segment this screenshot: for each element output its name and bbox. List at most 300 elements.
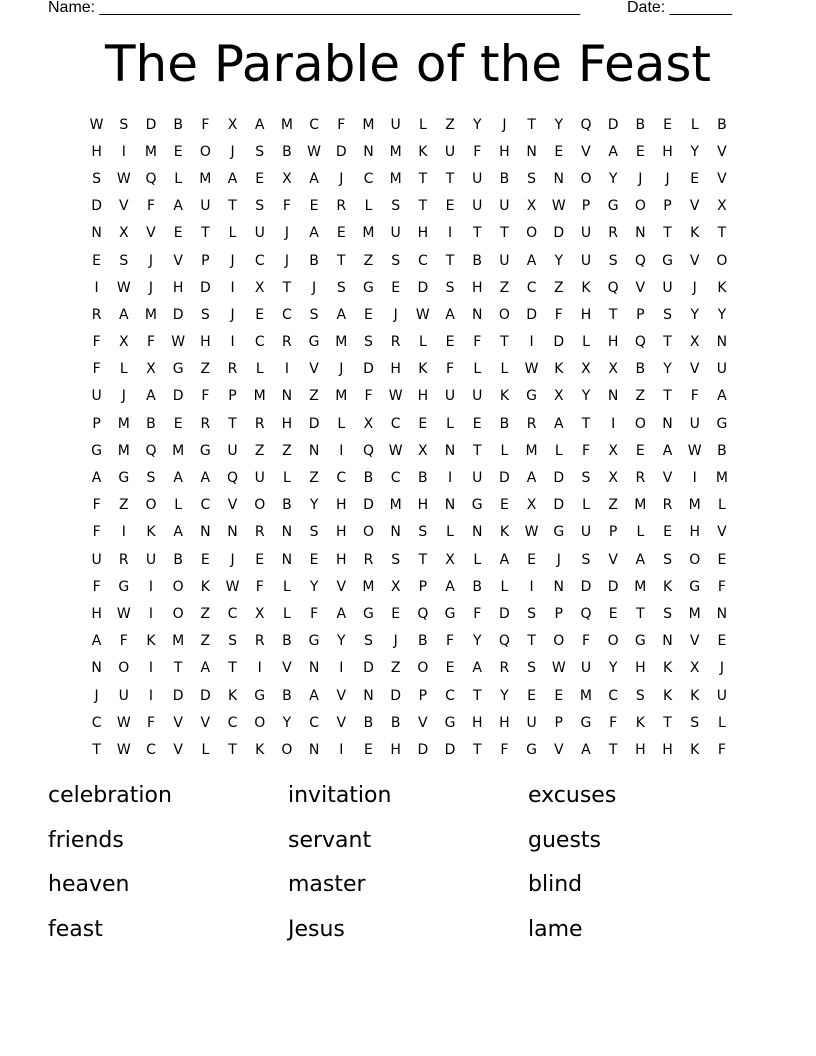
grid-letter: D (553, 334, 565, 351)
grid-letter: D (172, 388, 184, 405)
grid-letter: G (553, 524, 565, 541)
grid-letter: H (662, 741, 673, 758)
grid-letter: P (581, 198, 591, 215)
grid-letter: G (662, 252, 673, 269)
grid-letter: I (94, 279, 99, 296)
grid-letter: R (608, 225, 619, 242)
grid-letter: L (418, 334, 427, 351)
grid-letter: Z (118, 497, 129, 514)
grid-letter: E (445, 334, 455, 351)
grid-letter: Z (390, 660, 401, 677)
grid-letter: S (255, 198, 265, 215)
grid-letter: Q (580, 605, 592, 622)
grid-letter: I (148, 660, 154, 677)
grid-letter: T (500, 334, 509, 351)
grid-letter: M (144, 306, 158, 323)
grid-letter: A (173, 524, 183, 541)
grid-letter: B (717, 116, 727, 133)
grid-letter: D (335, 143, 347, 160)
grid-letter: D (499, 470, 510, 487)
grid-letter: T (608, 741, 618, 758)
grid-letter: A (227, 170, 238, 187)
grid-letter: T (445, 170, 455, 187)
grid-letter: Z (200, 605, 211, 622)
grid-letter: K (690, 225, 700, 242)
grid-letter: H (417, 388, 429, 405)
grid-letter: B (472, 252, 483, 269)
word-list-item: guests (528, 827, 601, 853)
grid-letter: B (717, 442, 727, 459)
grid-letter: G (634, 633, 646, 650)
grid-letter: L (174, 497, 183, 514)
grid-letter: D (553, 470, 565, 487)
grid-letter: T (201, 225, 210, 242)
grid-letter: C (526, 279, 537, 296)
grid-letter: U (472, 388, 483, 405)
grid-letter: T (636, 605, 645, 622)
grid-letter: F (473, 605, 482, 622)
grid-letter: X (689, 334, 700, 351)
grid-letter: G (172, 361, 184, 378)
grid-letter: R (635, 470, 646, 487)
grid-letter: P (418, 687, 428, 704)
grid-letter: F (473, 334, 482, 351)
grid-letter: K (581, 279, 591, 296)
grid-letter: V (662, 470, 673, 487)
grid-letter: I (148, 687, 154, 704)
page-title: The Parable of the Feast (104, 35, 712, 93)
grid-letter: Y (500, 687, 509, 704)
grid-letter: Z (200, 361, 211, 378)
grid-letter: M (389, 170, 402, 187)
grid-letter: X (418, 442, 428, 459)
grid-letter: B (173, 116, 183, 133)
grid-letter: U (390, 225, 401, 242)
grid-letter: U (472, 198, 483, 215)
grid-letter: H (172, 279, 184, 296)
grid-letter: K (690, 741, 700, 758)
grid-row (83, 519, 736, 546)
grid-letter: L (283, 605, 291, 622)
word-list-item: servant (288, 827, 372, 853)
grid-letter: K (499, 388, 509, 405)
grid-letter: H (635, 660, 646, 677)
grid-letter: C (91, 714, 102, 731)
grid-letter: Z (635, 388, 646, 405)
grid-letter: A (173, 198, 183, 215)
grid-letter: A (526, 470, 537, 487)
grid-letter: X (581, 361, 591, 378)
grid-letter: L (418, 116, 427, 133)
grid-letter: X (608, 361, 618, 378)
grid-letter: Y (663, 361, 672, 378)
grid-letter: E (92, 252, 102, 269)
grid-letter: W (307, 143, 322, 160)
grid-letter: U (716, 361, 728, 378)
grid-row (83, 383, 736, 410)
grid-letter: W (551, 660, 566, 677)
grid-letter: V (689, 198, 700, 215)
grid-letter: B (173, 551, 183, 568)
grid-letter: T (418, 170, 428, 187)
grid-letter: T (445, 252, 455, 269)
grid-letter: F (310, 605, 319, 622)
grid-letter: M (389, 497, 402, 514)
grid-letter: O (498, 306, 510, 323)
grid-letter: B (282, 143, 292, 160)
grid-letter: S (146, 470, 156, 487)
grid-letter: L (201, 741, 210, 758)
grid-letter: Z (445, 116, 455, 133)
grid-letter: W (524, 524, 539, 541)
grid-letter: J (230, 143, 235, 160)
grid-letter: E (173, 143, 183, 160)
grid-letter: B (282, 633, 292, 650)
grid-letter: X (282, 170, 292, 187)
grid-letter: O (553, 633, 565, 650)
grid-letter: N (607, 388, 619, 405)
grid-letter: I (121, 524, 126, 541)
grid-letter: X (227, 116, 238, 133)
grid-letter: A (173, 470, 183, 487)
grid-letter: V (717, 143, 727, 160)
grid-letter: K (255, 741, 265, 758)
grid-letter: B (635, 361, 646, 378)
grid-letter: F (146, 714, 155, 731)
grid-letter: V (608, 551, 618, 568)
grid-letter: L (228, 225, 237, 242)
grid-letter: D (172, 306, 184, 323)
grid-letter: M (688, 497, 701, 514)
grid-letter: O (281, 741, 293, 758)
grid-letter: N (390, 524, 401, 541)
grid-letter: S (418, 524, 428, 541)
grid-letter: H (336, 497, 347, 514)
grid-row (83, 356, 736, 383)
grid-letter: I (611, 415, 616, 432)
grid-letter: N (716, 334, 728, 351)
grid-letter: A (254, 116, 265, 133)
grid-letter: S (445, 279, 455, 296)
grid-letter: W (524, 361, 539, 378)
grid-letter: N (662, 633, 673, 650)
grid-letter: H (471, 279, 483, 296)
grid-letter: Y (581, 388, 591, 405)
grid-letter: A (309, 225, 319, 242)
grid-letter: U (499, 252, 510, 269)
grid-letter: A (635, 551, 646, 568)
grid-letter: J (393, 306, 398, 323)
grid-letter: I (230, 279, 235, 296)
grid-letter: N (281, 524, 293, 541)
grid-letter: P (663, 198, 672, 215)
grid-letter: L (174, 170, 183, 187)
grid-letter: T (92, 741, 101, 758)
grid-letter: O (172, 605, 184, 622)
grid-letter: S (364, 633, 373, 650)
grid-row (83, 736, 736, 763)
grid-letter: C (254, 252, 265, 269)
grid-letter: A (200, 470, 211, 487)
grid-letter: Q (607, 279, 619, 296)
grid-letter: G (444, 605, 456, 622)
grid-letter: F (717, 741, 726, 758)
grid-letter: A (717, 388, 727, 405)
grid-letter: T (581, 415, 591, 432)
grid-letter: D (363, 361, 374, 378)
grid-letter: X (254, 279, 265, 296)
grid-letter: F (581, 633, 590, 650)
grid-letter: K (662, 578, 673, 595)
grid-letter: L (283, 578, 291, 595)
grid-letter: B (635, 116, 646, 133)
grid-letter: T (472, 442, 482, 459)
grid-letter: E (717, 633, 727, 650)
grid-letter: B (418, 633, 428, 650)
grid-letter: J (284, 252, 289, 269)
grid-letter: C (336, 470, 347, 487)
grid-letter: U (472, 470, 483, 487)
grid-letter: Q (580, 116, 592, 133)
grid-letter: O (362, 524, 374, 541)
grid-letter: W (225, 578, 240, 595)
word-list-item: feast (48, 916, 103, 942)
grid-letter: D (363, 660, 374, 677)
grid-letter: J (94, 687, 99, 704)
word-list-item: lame (528, 916, 583, 942)
grid-row (83, 220, 736, 247)
grid-letter: F (473, 143, 482, 160)
grid-letter: J (230, 551, 235, 568)
grid-letter: S (228, 633, 237, 650)
grid-letter: R (118, 551, 129, 568)
grid-letter: L (718, 497, 726, 514)
grid-letter: T (663, 225, 672, 242)
grid-letter: B (418, 470, 428, 487)
grid-letter: E (200, 551, 210, 568)
grid-letter: E (554, 687, 564, 704)
grid-letter: K (146, 524, 156, 541)
grid-letter: B (363, 714, 374, 731)
grid-letter: X (390, 578, 401, 595)
grid-letter: O (118, 660, 130, 677)
grid-row (83, 247, 736, 274)
grid-letter: F (146, 198, 155, 215)
grid-letter: E (635, 442, 645, 459)
grid-letter: A (608, 143, 618, 160)
grid-letter: T (717, 225, 727, 242)
grid-letter: W (687, 442, 702, 459)
grid-letter: A (526, 252, 537, 269)
grid-letter: Y (717, 306, 727, 323)
grid-letter: E (472, 415, 482, 432)
grid-letter: F (337, 116, 346, 133)
grid-letter: M (117, 415, 130, 432)
grid-letter: D (199, 279, 211, 296)
grid-letter: N (553, 170, 565, 187)
grid-letter: F (92, 524, 101, 541)
grid-letter: L (337, 415, 346, 432)
grid-letter: P (554, 605, 563, 622)
grid-letter: X (608, 442, 618, 459)
grid-letter: W (89, 116, 104, 133)
grid-letter: P (608, 524, 618, 541)
grid-row (83, 709, 736, 736)
grid-letter: J (393, 633, 398, 650)
grid-letter: H (417, 497, 429, 514)
grid-letter: Q (417, 605, 429, 622)
grid-letter: Q (145, 170, 157, 187)
grid-letter: F (609, 714, 618, 731)
grid-letter: C (390, 415, 401, 432)
grid-letter: K (227, 687, 238, 704)
grid-letter: L (473, 551, 482, 568)
grid-letter: L (283, 470, 291, 487)
grid-letter: M (389, 143, 402, 160)
grid-letter: M (634, 578, 647, 595)
grid-letter: Q (362, 442, 374, 459)
grid-letter: U (227, 442, 238, 459)
grid-letter: G (526, 741, 538, 758)
grid-letter: X (526, 198, 537, 215)
grid-letter: E (608, 605, 618, 622)
grid-letter: C (390, 470, 401, 487)
grid-letter: U (91, 551, 102, 568)
grid-letter: N (471, 306, 483, 323)
grid-letter: E (173, 225, 183, 242)
word-search-grid (83, 111, 736, 762)
word-list-item: heaven (48, 872, 130, 897)
grid-letter: D (390, 687, 402, 704)
grid-letter: Z (499, 279, 510, 296)
grid-letter: B (282, 687, 292, 704)
grid-letter: A (146, 388, 156, 405)
grid-row (83, 464, 736, 491)
grid-letter: H (499, 714, 510, 731)
grid-letter: M (280, 116, 293, 133)
grid-letter: S (581, 470, 591, 487)
grid-letter: F (282, 198, 291, 215)
grid-letter: L (500, 578, 509, 595)
grid-letter: R (254, 415, 265, 432)
grid-letter: F (119, 633, 128, 650)
grid-letter: F (255, 578, 264, 595)
grid-letter: E (255, 170, 265, 187)
grid-letter: A (336, 605, 347, 622)
grid-letter: C (254, 334, 265, 351)
grid-letter: H (417, 225, 429, 242)
grid-letter: L (473, 361, 482, 378)
grid-letter: M (253, 388, 266, 405)
grid-letter: P (636, 306, 645, 323)
grid-letter: T (663, 334, 672, 351)
grid-letter: A (445, 306, 455, 323)
grid-letter: F (717, 578, 726, 595)
grid-letter: P (201, 252, 210, 269)
grid-letter: T (228, 415, 237, 432)
grid-letter: M (634, 497, 647, 514)
grid-letter: V (717, 170, 727, 187)
grid-letter: E (391, 605, 401, 622)
grid-letter: S (663, 605, 672, 622)
grid-letter: H (607, 334, 619, 351)
grid-letter: Z (309, 388, 319, 405)
grid-letter: X (118, 334, 129, 351)
grid-letter: H (471, 714, 483, 731)
grid-letter: T (527, 633, 536, 650)
grid-letter: S (364, 334, 373, 351)
grid-letter: K (662, 687, 673, 704)
grid-letter: M (199, 170, 212, 187)
grid-letter: Q (227, 470, 239, 487)
grid-letter: V (689, 633, 700, 650)
grid-letter: G (444, 714, 456, 731)
grid-letter: F (554, 306, 563, 323)
grid-letter: N (363, 687, 374, 704)
grid-letter: H (336, 524, 347, 541)
grid-letter: A (553, 415, 564, 432)
grid-letter: L (364, 198, 373, 215)
grid-letter: Z (608, 497, 618, 514)
grid-letter: J (230, 252, 235, 269)
grid-letter: F (92, 334, 101, 351)
grid-letter: T (663, 714, 672, 731)
grid-letter: V (717, 524, 727, 541)
grid-letter: U (716, 687, 728, 704)
word-list-item: celebration (48, 783, 172, 808)
grid-letter: K (635, 714, 645, 731)
grid-letter: I (121, 143, 126, 160)
word-list-item: master (288, 872, 366, 897)
grid-letter: H (91, 605, 102, 622)
grid-letter: Y (608, 660, 618, 677)
grid-letter: A (662, 442, 673, 459)
grid-letter: G (118, 578, 130, 595)
grid-letter: E (391, 279, 401, 296)
grid-letter: A (499, 551, 510, 568)
grid-letter: W (551, 198, 566, 215)
grid-letter: J (502, 116, 507, 133)
grid-letter: C (282, 306, 292, 323)
grid-letter: U (580, 524, 592, 541)
grid-letter: K (146, 633, 156, 650)
grid-letter: R (662, 497, 673, 514)
grid-letter: F (201, 116, 210, 133)
grid-letter: D (526, 306, 537, 323)
grid-letter: L (636, 524, 645, 541)
grid-letter: E (336, 225, 346, 242)
grid-row (83, 628, 736, 655)
grid-letter: A (445, 578, 455, 595)
grid-letter: E (554, 143, 564, 160)
grid-letter: N (308, 442, 320, 459)
grid-letter: Y (690, 143, 699, 160)
grid-letter: E (527, 687, 537, 704)
grid-letter: S (663, 306, 672, 323)
grid-letter: N (281, 551, 293, 568)
grid-row (83, 301, 736, 328)
grid-letter: V (336, 578, 347, 595)
grid-letter: L (718, 714, 726, 731)
word-list (48, 775, 768, 953)
grid-letter: I (148, 578, 154, 595)
grid-letter: F (500, 741, 509, 758)
grid-letter: H (91, 143, 102, 160)
grid-letter: J (230, 306, 235, 323)
grid-letter: M (715, 470, 728, 487)
grid-row (83, 573, 736, 600)
grid-row (83, 546, 736, 573)
